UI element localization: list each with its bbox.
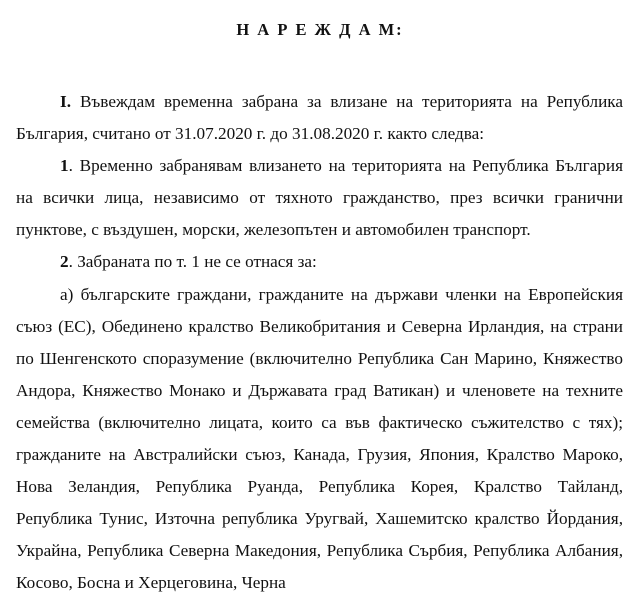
item-2a-paragraph bbox=[16, 279, 623, 600]
item-number: 1 bbox=[60, 156, 69, 176]
section-text: Въвеждам временна забрана за влизане на територията на Република България, считано от 31.07.2020 г. до 31.08.2020 г. както следва: bbox=[16, 92, 623, 144]
item-number: 2 bbox=[60, 252, 69, 272]
section-I-paragraph bbox=[16, 86, 623, 150]
item-1-paragraph bbox=[16, 150, 623, 246]
section-number: I. bbox=[60, 92, 71, 111]
item-2-paragraph bbox=[16, 246, 623, 278]
document-body bbox=[16, 86, 623, 600]
item-text: а) българските граждани, гражданите на държави членки на Европейския съюз (ЕС), Обединено кралство Великобритания и Северна Ирландия, на страни по Шенгенското споразумение (включително Република Сан Марино, Княжество Андора, Княжество Монако и Държавата град Ватикан) и членовете на техните семейства (включително лицата, които са във фактическо съжителство с тях); гражданите на Австралийски съюз, Канада, Грузия, Япония, Кралство Мароко, Нова Зеландия, Република Руанда, Република Корея, Кралство Тайланд, Република Тунис, Източна република Уругвай, Хашемитско кралство Йордания, Украйна, Република Северна Македония, Република Сърбия, Република Албания, Косово, Босна и Херцеговина, Черна bbox=[16, 284, 623, 593]
item-text: . Забраната по т. 1 не се отнася за: bbox=[68, 252, 317, 272]
item-text: . Временно забранявам влизането на територията на Република България на всички лица, независимо от тяхното гражданство, през всички гранични пунктове, с въздушен, морски, железопътен и автомобилен транспорт. bbox=[16, 156, 623, 240]
document-title: Н А Р Е Ж Д А М: bbox=[236, 20, 404, 39]
